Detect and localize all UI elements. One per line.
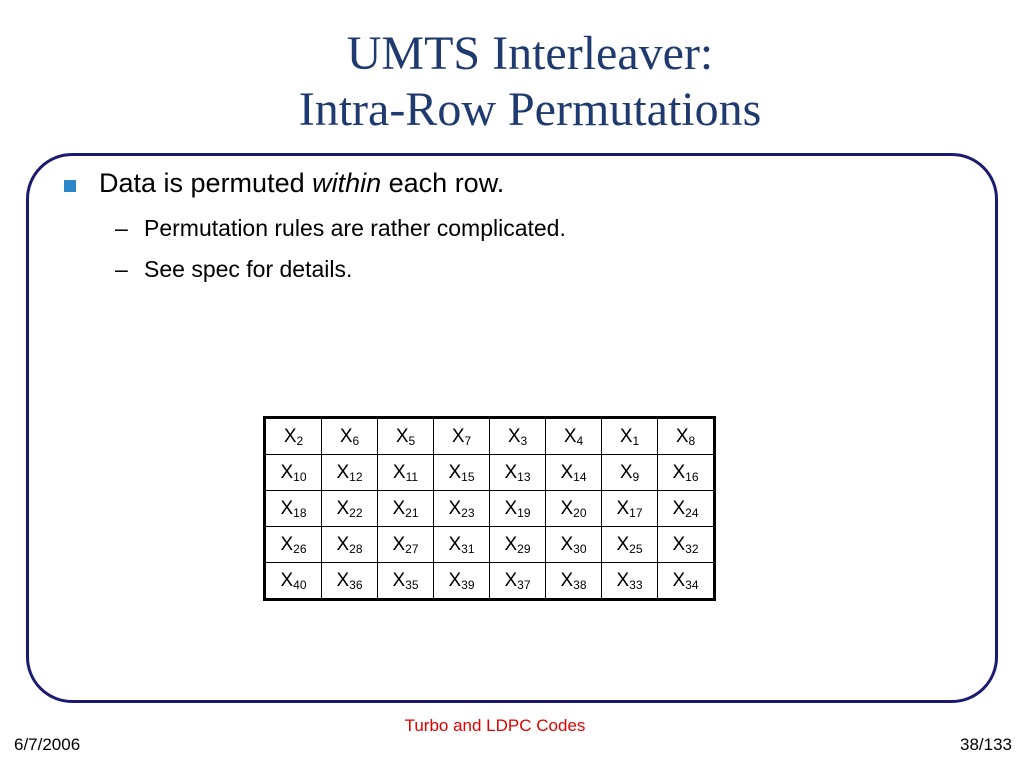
sub-bullet-1 [115, 215, 566, 242]
cell-symbol: X [619, 425, 633, 447]
cell-symbol: X [616, 533, 630, 555]
cell-symbol: X [504, 569, 518, 591]
cell-index: 30 [573, 541, 587, 556]
cell-symbol: X [504, 497, 518, 519]
cell-index: 35 [405, 577, 419, 592]
cell-index: 19 [517, 505, 531, 520]
table-cell [602, 563, 658, 600]
dash-bullet-icon: – [115, 256, 128, 282]
cell-index: 16 [685, 469, 699, 484]
cell-index: 10 [293, 469, 307, 484]
cell-symbol: X [560, 461, 574, 483]
cell-index: 6 [352, 433, 360, 448]
main-bullet-emphasis: within [312, 168, 382, 198]
cell-index: 29 [517, 541, 531, 556]
table-cell [658, 418, 715, 455]
table-cell [602, 418, 658, 455]
cell-index: 14 [573, 469, 587, 484]
cell-index: 33 [629, 577, 643, 592]
table-cell [546, 455, 602, 491]
table-cell [434, 527, 490, 563]
slide-title [0, 26, 1024, 138]
cell-symbol: X [448, 497, 462, 519]
table-row [265, 563, 715, 600]
table-cell [434, 455, 490, 491]
cell-index: 32 [685, 541, 699, 556]
cell-index: 36 [349, 577, 363, 592]
cell-symbol: X [280, 497, 294, 519]
table-cell [378, 418, 434, 455]
cell-symbol: X [392, 533, 406, 555]
title-line-1: UMTS Interleaver: [346, 27, 714, 80]
table-cell [546, 527, 602, 563]
table-cell [490, 563, 546, 600]
cell-symbol: X [560, 569, 574, 591]
table-cell [490, 455, 546, 491]
table-cell [265, 418, 322, 455]
cell-symbol: X [560, 497, 574, 519]
cell-index: 39 [461, 577, 475, 592]
cell-symbol: X [395, 425, 409, 447]
cell-index: 9 [632, 469, 640, 484]
cell-symbol: X [392, 497, 406, 519]
cell-symbol: X [336, 461, 350, 483]
cell-index: 17 [629, 505, 643, 520]
cell-symbol: X [448, 569, 462, 591]
cell-index: 25 [629, 541, 643, 556]
footer-page-number: 38/133 [960, 735, 1012, 754]
table-cell [322, 527, 378, 563]
cell-index: 13 [517, 469, 531, 484]
table-cell [265, 527, 322, 563]
cell-index: 34 [685, 577, 699, 592]
cell-symbol: X [280, 533, 294, 555]
table-row [265, 418, 715, 455]
cell-symbol: X [451, 425, 465, 447]
table-row [265, 455, 715, 491]
table-cell [434, 563, 490, 600]
cell-index: 8 [688, 433, 696, 448]
cell-symbol: X [560, 533, 574, 555]
footer-title: Turbo and LDPC Codes [404, 716, 586, 735]
cell-index: 1 [632, 433, 640, 448]
table-cell [658, 491, 715, 527]
permutation-table [263, 416, 716, 601]
cell-index: 22 [349, 505, 363, 520]
table-cell [378, 527, 434, 563]
cell-symbol: X [619, 461, 633, 483]
cell-symbol: X [504, 533, 518, 555]
table-cell [602, 527, 658, 563]
cell-symbol: X [563, 425, 577, 447]
cell-symbol: X [280, 461, 294, 483]
cell-index: 5 [408, 433, 416, 448]
cell-symbol: X [616, 569, 630, 591]
cell-symbol: X [507, 425, 521, 447]
cell-index: 26 [293, 541, 307, 556]
square-bullet-icon [64, 180, 76, 192]
sub-bullet-2 [115, 256, 352, 283]
table-cell [546, 491, 602, 527]
cell-index: 37 [517, 577, 531, 592]
cell-index: 31 [461, 541, 475, 556]
table-cell [546, 563, 602, 600]
cell-symbol: X [672, 569, 686, 591]
table-cell [434, 491, 490, 527]
table-cell [378, 491, 434, 527]
cell-symbol: X [672, 497, 686, 519]
table-cell [490, 527, 546, 563]
cell-index: 11 [405, 469, 419, 484]
cell-symbol: X [336, 497, 350, 519]
table-cell [546, 418, 602, 455]
cell-symbol: X [392, 461, 406, 483]
cell-index: 4 [576, 433, 584, 448]
table-cell [322, 418, 378, 455]
cell-symbol: X [336, 533, 350, 555]
table-row [265, 491, 715, 527]
cell-index: 38 [573, 577, 587, 592]
cell-symbol: X [675, 425, 689, 447]
cell-symbol: X [448, 461, 462, 483]
sub-bullet-2-text: See spec for details. [144, 256, 353, 282]
cell-index: 23 [461, 505, 475, 520]
table-cell [658, 455, 715, 491]
cell-symbol: X [672, 461, 686, 483]
table-cell [490, 418, 546, 455]
table-cell [602, 491, 658, 527]
sub-bullet-1-text: Permutation rules are rather complicated. [144, 215, 566, 241]
cell-index: 2 [296, 433, 304, 448]
cell-symbol: X [392, 569, 406, 591]
table-cell [265, 563, 322, 600]
main-bullet [99, 168, 504, 199]
cell-index: 12 [349, 469, 363, 484]
cell-index: 40 [293, 577, 307, 592]
cell-symbol: X [448, 533, 462, 555]
cell-symbol: X [336, 569, 350, 591]
table-cell [265, 491, 322, 527]
table-cell [322, 491, 378, 527]
cell-symbol: X [339, 425, 353, 447]
table-cell [434, 418, 490, 455]
cell-index: 15 [461, 469, 475, 484]
table-cell [378, 455, 434, 491]
footer-date: 6/7/2006 [14, 735, 81, 754]
cell-symbol: X [283, 425, 297, 447]
cell-symbol: X [504, 461, 518, 483]
cell-index: 20 [573, 505, 587, 520]
table-row [265, 527, 715, 563]
cell-index: 3 [520, 433, 528, 448]
title-line-2: Intra-Row Permutations [298, 83, 762, 136]
table-cell [602, 455, 658, 491]
table-cell [658, 527, 715, 563]
cell-symbol: X [280, 569, 294, 591]
cell-index: 21 [405, 505, 419, 520]
table-cell [378, 563, 434, 600]
table-cell [490, 491, 546, 527]
cell-symbol: X [616, 497, 630, 519]
table-cell [322, 455, 378, 491]
cell-index: 28 [349, 541, 363, 556]
cell-symbol: X [672, 533, 686, 555]
table-cell [658, 563, 715, 600]
table-cell [265, 455, 322, 491]
cell-index: 7 [464, 433, 472, 448]
cell-index: 24 [685, 505, 699, 520]
cell-index: 18 [293, 505, 307, 520]
main-bullet-text-1: Data is permuted [99, 168, 313, 198]
cell-index: 27 [405, 541, 419, 556]
table-cell [322, 563, 378, 600]
main-bullet-text-2: each row. [381, 168, 505, 198]
dash-bullet-icon: – [115, 215, 128, 241]
